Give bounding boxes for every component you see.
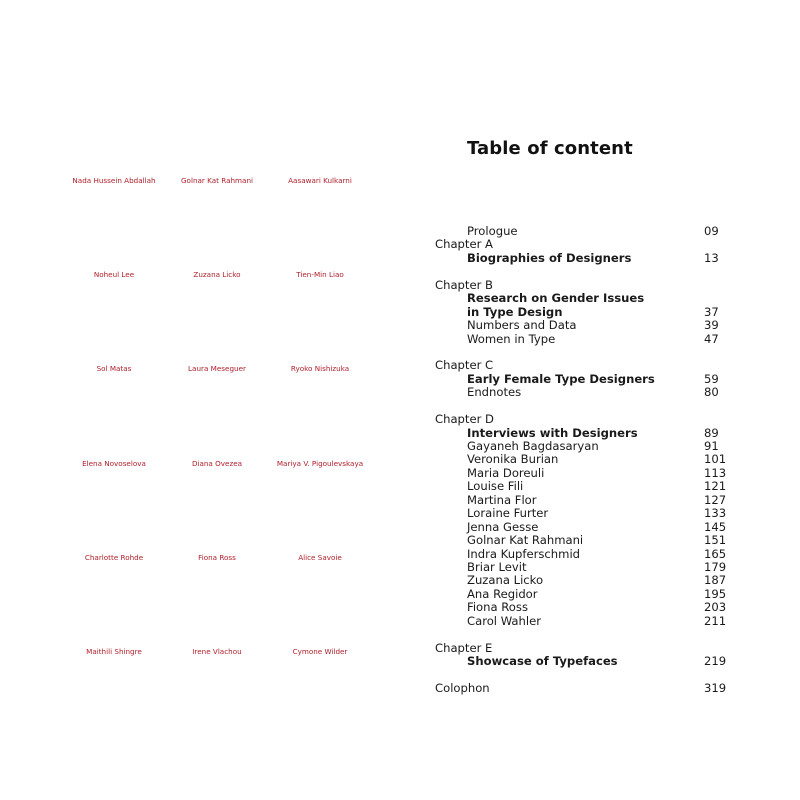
toc-entry <box>435 319 725 332</box>
chapter-c-heading: Early Female Type Designers <box>467 371 655 386</box>
toc-entry-label: Jenna Gesse <box>467 519 539 534</box>
designer-name: Maithili Shingre <box>86 647 142 656</box>
toc-entry <box>435 615 725 628</box>
toc-entry-chapter-heading <box>435 292 725 305</box>
colophon-label: Colophon <box>435 680 490 695</box>
chapter-b-label: Chapter B <box>435 277 493 292</box>
toc-entry <box>435 440 725 453</box>
toc-entry-label: Women in Type <box>467 331 556 346</box>
toc-entry-label: Numbers and Data <box>467 318 577 333</box>
chapter-a-label: Chapter A <box>435 237 493 252</box>
toc-entry-label: Zuzana Licko <box>467 573 544 588</box>
toc-page-number: 151 <box>704 533 727 548</box>
designer-name: Charlotte Rohde <box>84 553 144 562</box>
toc-entry <box>435 601 725 614</box>
toc-entry-label: Louise Fili <box>467 479 524 494</box>
toc-entry <box>435 534 725 547</box>
toc-page-number: 195 <box>704 586 727 601</box>
toc-entry <box>435 521 725 534</box>
toc-entry-chapter-heading <box>435 427 725 440</box>
toc-entry-label: Gayaneh Bagdasaryan <box>467 439 599 453</box>
toc-entry-label: Martina Flor <box>467 492 537 507</box>
designer-name: Fiona Ross <box>198 553 236 562</box>
designer-name: Alice Savoie <box>298 553 342 562</box>
designer-name: Golnar Kat Rahmani <box>180 176 253 185</box>
toc-page-number: 179 <box>704 559 727 574</box>
chapter-label <box>435 359 725 372</box>
toc-page-number: 145 <box>704 519 727 534</box>
toc-entry-chapter-heading <box>435 252 725 265</box>
chapter-b-heading-line1: Research on Gender Issues <box>467 291 645 306</box>
designer-name-grid <box>60 176 380 666</box>
toc-page-number: 89 <box>704 425 719 440</box>
toc-entry-label: Golnar Kat Rahmani <box>467 533 584 548</box>
toc-page-number: 59 <box>704 371 719 386</box>
toc-page-number: 127 <box>704 492 727 507</box>
toc-page-number: 13 <box>704 250 719 265</box>
designer-name: Laura Meseguer <box>188 364 246 373</box>
chapter-d-label: Chapter D <box>435 412 494 427</box>
toc-page-number: 211 <box>704 613 727 628</box>
designer-name: Ryoko Nishizuka <box>290 364 350 373</box>
toc-entry-chapter-heading <box>435 306 725 319</box>
toc-page-number: 165 <box>704 546 727 561</box>
toc-entry-label: Loraine Furter <box>467 506 549 521</box>
toc-page-number: 133 <box>704 506 727 521</box>
designer-name: Zuzana Licko <box>193 270 241 279</box>
toc-page-number: 80 <box>704 385 719 400</box>
designer-name: Mariya V. Pigoulevskaya <box>276 459 364 468</box>
toc-entry <box>435 561 725 574</box>
toc-entry <box>435 333 725 346</box>
toc-page-number: 319 <box>704 680 727 695</box>
toc-page-number: 09 <box>704 224 719 238</box>
designer-name: Cymone Wilder <box>292 647 348 656</box>
toc-page-number: 37 <box>704 304 719 319</box>
toc-entry <box>435 453 725 466</box>
designer-name: Diana Ovezea <box>191 459 243 468</box>
toc-entry-chapter-heading <box>435 373 725 386</box>
toc-page-number: 47 <box>704 331 719 346</box>
designer-name: Elena Novoselova <box>82 459 146 468</box>
toc-page-number: 113 <box>704 465 727 480</box>
chapter-label <box>435 413 725 426</box>
toc-page-number: 121 <box>704 479 727 494</box>
page-title: Table of content <box>467 138 633 159</box>
designer-name: Tien-Min Liao <box>296 270 344 279</box>
toc-entry-label: Indra Kupferschmid <box>467 546 581 561</box>
chapter-a-heading: Biographies of Designers <box>467 250 632 265</box>
toc-entry-colophon <box>435 682 725 695</box>
toc-entry <box>435 494 725 507</box>
toc-entry-label: Endnotes <box>467 385 522 400</box>
toc-entry-label: Prologue <box>467 224 518 238</box>
designer-name: Nada Hussein Abdallah <box>72 176 156 185</box>
toc-entry-label: Briar Levit <box>467 559 527 574</box>
chapter-e-label: Chapter E <box>435 640 493 655</box>
toc-page-number: 203 <box>704 600 727 615</box>
toc-entry <box>435 386 725 399</box>
designer-name: Irene Vlachou <box>192 647 242 656</box>
toc-page-number: 39 <box>704 318 719 333</box>
toc-page-number: 91 <box>704 439 719 453</box>
toc-entry <box>435 548 725 561</box>
designer-name: Aasawari Kulkarni <box>288 176 352 185</box>
chapter-e-heading: Showcase of Typefaces <box>467 654 618 668</box>
chapter-c-label: Chapter C <box>435 358 494 373</box>
toc-entry <box>435 467 725 480</box>
table-of-contents <box>435 225 725 695</box>
chapter-d-heading: Interviews with Designers <box>467 425 638 440</box>
chapter-b-heading-line2: in Type Design <box>467 304 563 319</box>
designer-name: Noheul Lee <box>93 270 135 279</box>
toc-entry <box>435 588 725 601</box>
designer-name: Sol Matas <box>96 364 132 373</box>
toc-entry-label: Fiona Ross <box>467 600 528 615</box>
toc-page-number: 187 <box>704 573 727 588</box>
toc-entry-label: Maria Doreuli <box>467 465 545 480</box>
toc-entry-prologue <box>435 225 725 238</box>
toc-entry-chapter-heading <box>435 655 725 668</box>
chapter-label <box>435 238 725 251</box>
toc-entry-label: Ana Regidor <box>467 586 538 601</box>
toc-entry-label: Veronika Burian <box>467 452 559 467</box>
chapter-label <box>435 642 725 655</box>
chapter-label <box>435 279 725 292</box>
toc-entry <box>435 507 725 520</box>
toc-entry <box>435 480 725 493</box>
toc-entry-label: Carol Wahler <box>467 613 542 628</box>
toc-page-number: 101 <box>704 452 727 467</box>
toc-entry <box>435 574 725 587</box>
toc-page-number: 219 <box>704 654 727 668</box>
